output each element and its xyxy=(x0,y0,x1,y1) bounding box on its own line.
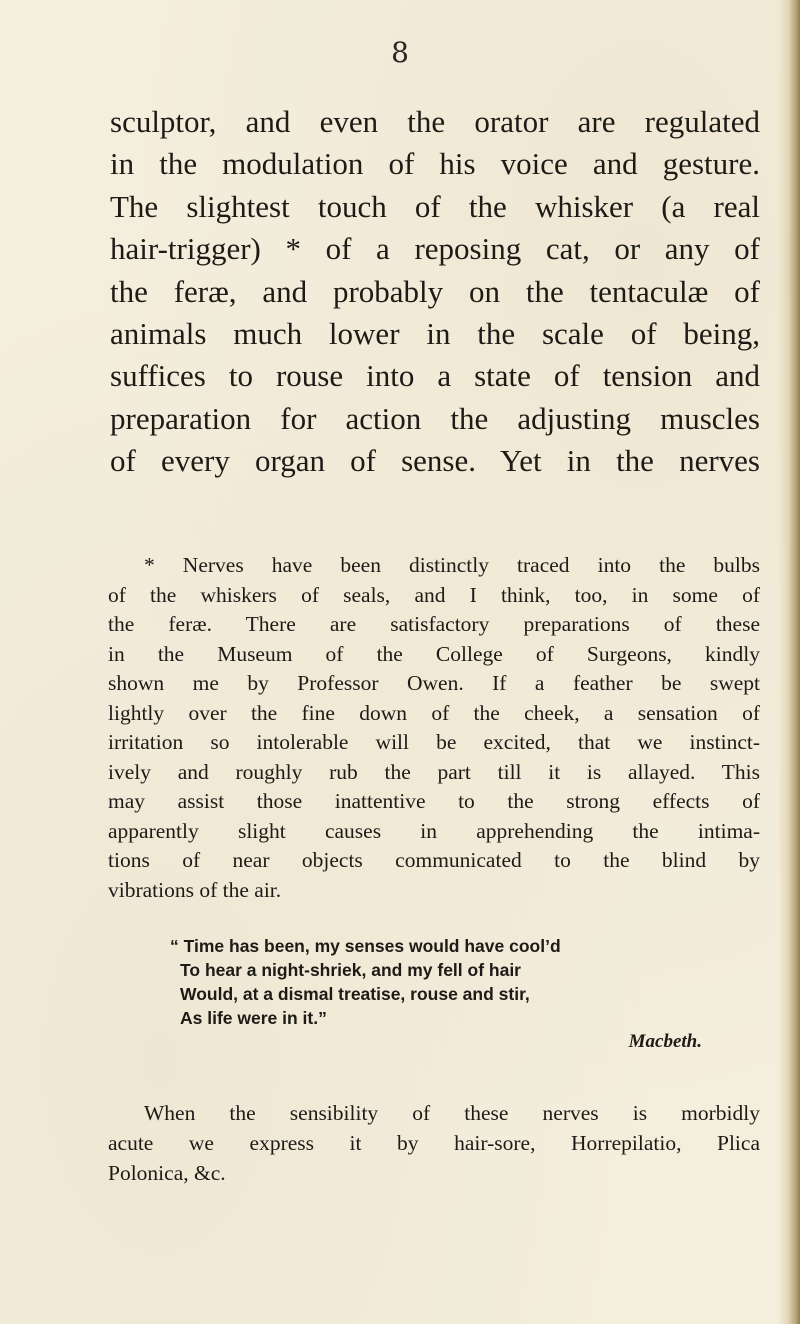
footnote-line: may assist those inattentive to the strong effects of xyxy=(108,789,760,813)
footnote-line: the feræ. There are satisfactory preparations of these xyxy=(108,612,760,636)
closing-paragraph xyxy=(108,1098,760,1188)
verse-line: To hear a night-shriek, and my fell of hair xyxy=(180,960,521,980)
main-line: in the modulation of his voice and gesture. xyxy=(110,146,760,182)
main-line: animals much lower in the scale of being, xyxy=(110,315,760,351)
closing-line: acute we express it by hair-sore, Horrepilatio, Plica xyxy=(108,1131,760,1155)
verse-line: “ Time has been, my senses would have cool’d xyxy=(170,936,561,956)
footnote-line: in the Museum of the College of Surgeons, kindly xyxy=(108,641,760,666)
main-paragraph xyxy=(110,101,760,483)
page-number: 8 xyxy=(391,36,409,69)
main-line: preparation for action the adjusting muscles xyxy=(110,400,760,436)
main-line: hair-trigger) * of a reposing cat, or any of xyxy=(110,231,760,267)
footnote-line: of the whiskers of seals, and I think, too, in some of xyxy=(108,582,760,607)
main-line: sculptor, and even the orator are regulated xyxy=(110,104,760,139)
main-line: the feræ, and probably on the tentaculæ of xyxy=(110,273,760,309)
main-line: of every organ of sense. Yet in the nerves xyxy=(110,443,760,479)
verse-line: As life were in it.” xyxy=(180,1008,327,1028)
page-edge-shadow xyxy=(778,0,800,1324)
main-line: suffices to rouse into a state of tension and xyxy=(110,358,760,394)
footnote-line: irritation so intolerable will be excited, that we instinct- xyxy=(108,730,760,754)
main-line: The slightest touch of the whisker (a real xyxy=(110,188,760,224)
footnote-line: tions of near objects communicated to the blind by xyxy=(108,848,760,872)
footnote-line: lightly over the fine down of the cheek, a sensation of xyxy=(108,700,760,725)
quote-attribution: Macbeth. xyxy=(628,1031,702,1052)
verse-quotation xyxy=(170,934,730,1054)
footnote-line: shown me by Professor Owen. If a feather be swept xyxy=(108,671,760,695)
footnote-line: * Nerves have been distinctly traced into the bulbs xyxy=(144,553,760,577)
footnote-line: vibrations of the air. xyxy=(108,877,282,902)
closing-line: Polonica, &c. xyxy=(108,1161,226,1185)
footnote xyxy=(108,551,760,905)
footnote-line: ively and roughly rub the part till it is allayed. This xyxy=(108,759,760,784)
footnote-line: apparently slight causes in apprehending the intima- xyxy=(108,818,760,843)
closing-line: When the sensibility of these nerves is morbidly xyxy=(144,1101,760,1125)
verse-line: Would, at a dismal treatise, rouse and stir, xyxy=(180,984,530,1004)
